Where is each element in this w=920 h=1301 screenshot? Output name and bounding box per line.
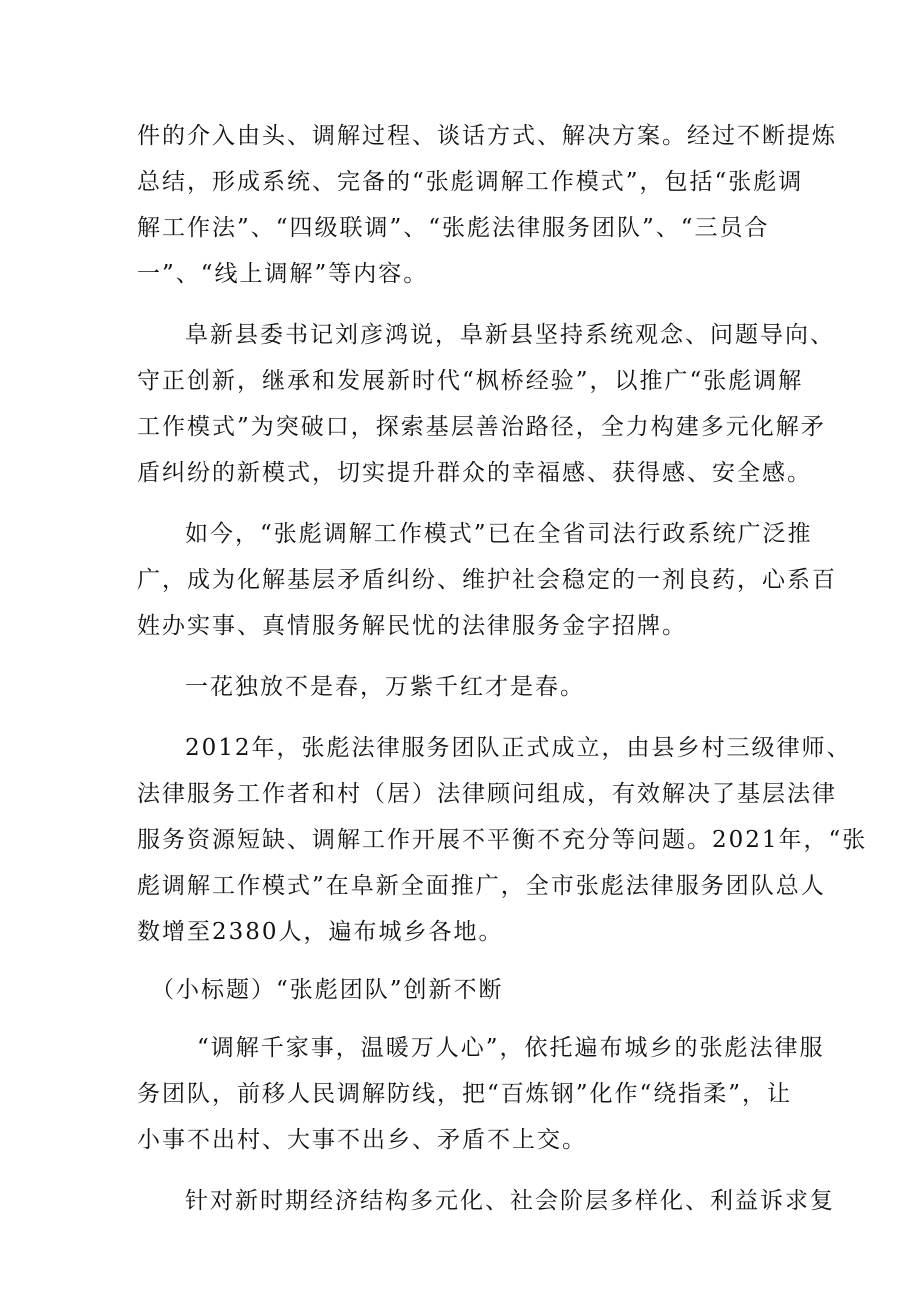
- paragraph-gap: [137, 955, 797, 967]
- text-line: 一”、“线上调解”等内容。: [137, 261, 429, 287]
- paragraph: [137, 1178, 835, 1224]
- subheading: [137, 967, 797, 1013]
- text-line: 针对新时期经济结构多元化、社会阶层多样化、利益诉求复: [185, 1188, 835, 1214]
- text-line: “调解千家事，温暖万人心”，依托遍布城乡的张彪法律服: [197, 1035, 825, 1061]
- paragraph: [137, 725, 868, 955]
- text-line: （小标题）“张彪团队”创新不断: [151, 977, 504, 1003]
- document-body: [137, 113, 868, 1224]
- paragraph-gap: [137, 1013, 797, 1025]
- paragraph-gap: [137, 1163, 797, 1178]
- paragraph-gap: [137, 496, 797, 511]
- text-line: 姓办实事、真情服务解民忧的法律服务金字招牌。: [137, 613, 687, 639]
- text-line: 守正创新，继承和发展新时代“枫桥经验”，以推广“张彪调解: [137, 368, 804, 394]
- paragraph: [137, 664, 797, 710]
- text-line: 解工作法”、“四级联调”、“张彪法律服务团队”、“三员合: [137, 215, 770, 241]
- text-line: 彪调解工作模式”在阜新全面推广，全市张彪法律服务团队总人: [137, 873, 826, 899]
- text-line: 盾纠纷的新模式，切实提升群众的幸福感、获得感、安全感。: [137, 460, 812, 486]
- text-line: 总结，形成系统、完备的“张彪调解工作模式”，包括“张彪调: [137, 169, 804, 195]
- text-line: 小事不出村、大事不出乡、矛盾不上交。: [137, 1127, 587, 1153]
- text-line: 广，成为化解基层矛盾纠纷、维护社会稳定的一剂良药，心系百: [137, 567, 837, 593]
- paragraph: [137, 312, 835, 496]
- text-line: 服务资源短缺、调解工作开展不平衡不充分等问题。2021年，“张: [137, 827, 868, 853]
- paragraph: [137, 511, 837, 649]
- paragraph-gap: [137, 297, 797, 312]
- text-line: 阜新县委书记刘彦鸿说，阜新县坚持系统观念、问题导向、: [185, 322, 835, 348]
- paragraph: [137, 1025, 825, 1163]
- text-line: 数增至2380人，遍布城乡各地。: [137, 919, 504, 945]
- text-line: 法律服务工作者和村（居）法律顾问组成，有效解决了基层法律: [137, 781, 837, 807]
- paragraph-gap: [137, 649, 797, 664]
- text-line: 一花独放不是春，万紫千红才是春。: [185, 674, 585, 700]
- text-line: 件的介入由头、调解过程、谈话方式、解决方案。经过不断提炼: [137, 123, 837, 149]
- text-line: 工作模式”为突破口，探索基层善治路径，全力构建多元化解矛: [137, 414, 826, 440]
- paragraph: [137, 113, 837, 297]
- text-line: 务团队，前移人民调解防线，把“百炼钢”化作“绕指柔”，让: [137, 1081, 793, 1107]
- text-line: 2012年，张彪法律服务团队正式成立，由县乡村三级律师、: [185, 735, 852, 761]
- text-line: 如今，“张彪调解工作模式”已在全省司法行政系统广泛推: [185, 521, 813, 547]
- paragraph-gap: [137, 710, 797, 725]
